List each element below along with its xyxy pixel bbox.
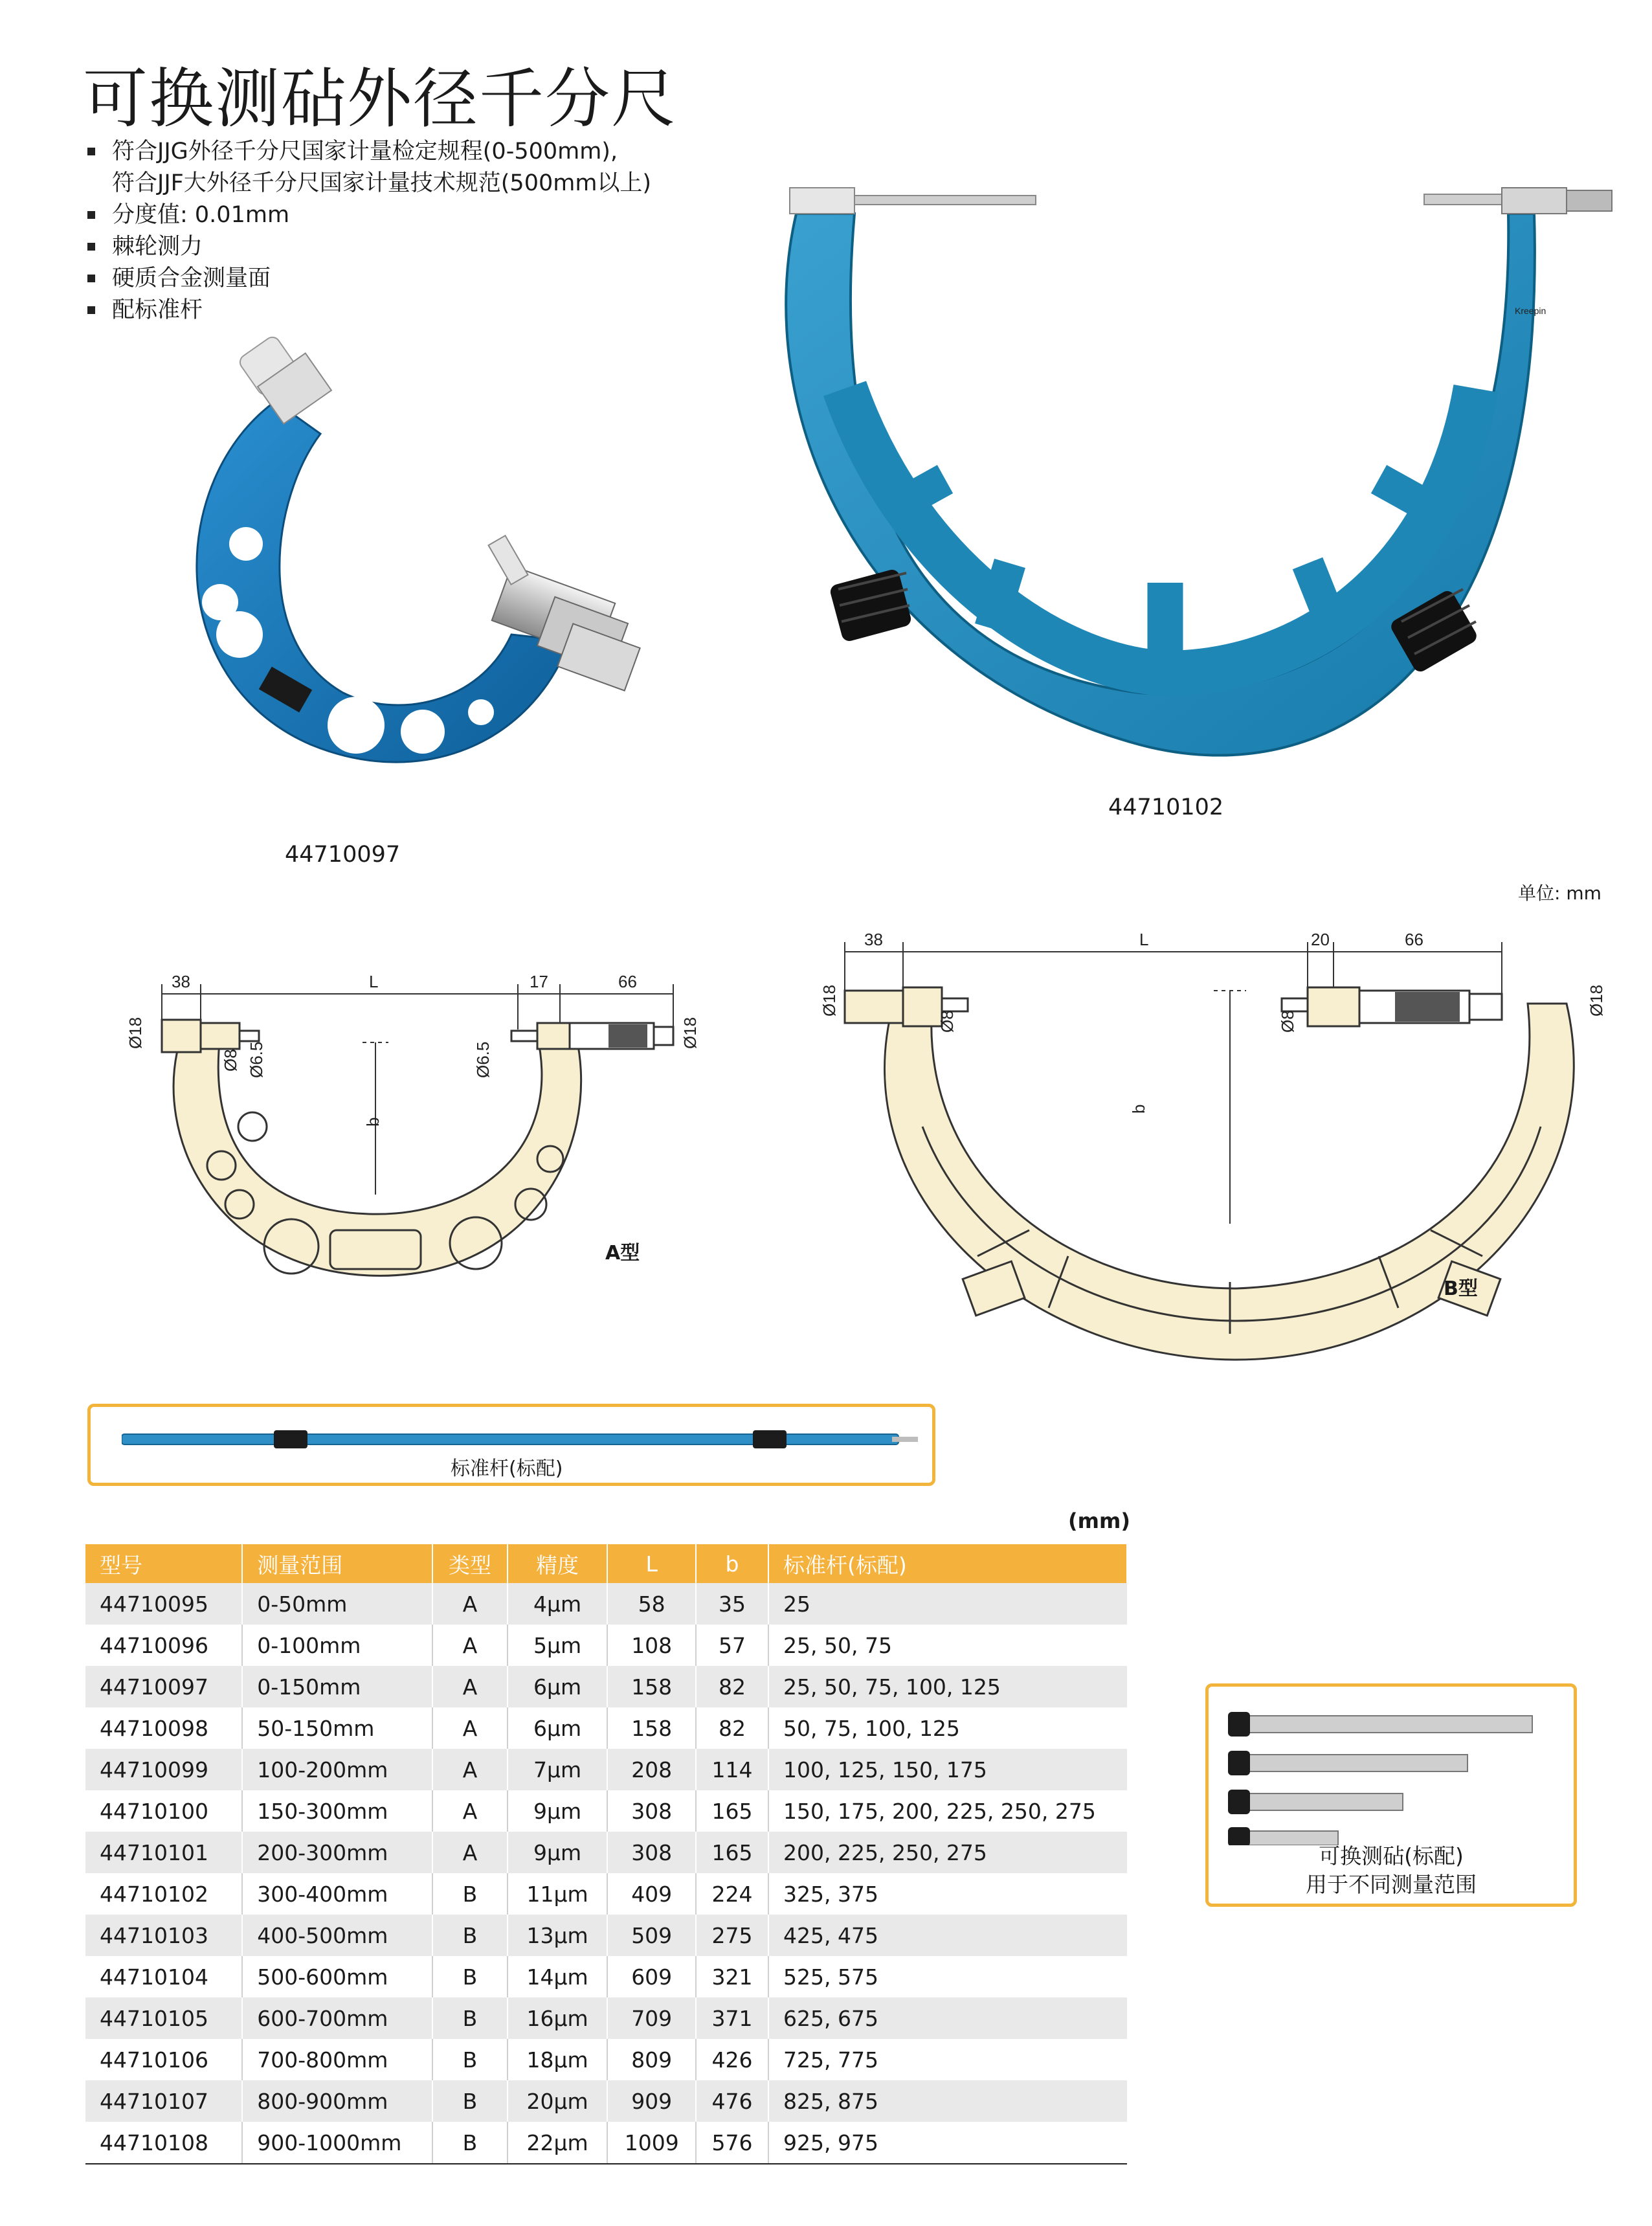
- table-cell: 909: [607, 2080, 695, 2122]
- table-cell: B: [432, 1873, 507, 1915]
- table-cell: 709: [607, 1997, 695, 2039]
- standard-rod-caption: 标准杆(标配): [451, 1457, 563, 1480]
- table-cell: 44710106: [85, 2039, 242, 2080]
- drawing-a-label: A型: [605, 1242, 640, 1265]
- table-cell: 400-500mm: [242, 1915, 432, 1956]
- table-cell: 57: [696, 1625, 768, 1666]
- table-cell: 22μm: [508, 2122, 608, 2164]
- table-cell: A: [432, 1749, 507, 1790]
- table-cell: 16μm: [508, 1997, 608, 2039]
- table-row: [85, 2122, 1127, 2164]
- table-cell: 4μm: [508, 1583, 608, 1625]
- table-row: [85, 1873, 1127, 1915]
- table-row: [85, 1790, 1127, 1832]
- table-cell: 700-800mm: [242, 2039, 432, 2080]
- dim-a-d65-left: Ø6.5: [247, 1041, 266, 1078]
- photo-caption-large: 44710102: [1108, 794, 1224, 820]
- dim-a-d8: Ø8: [221, 1049, 240, 1072]
- feature-list: [87, 136, 651, 326]
- table-cell: 609: [607, 1956, 695, 1997]
- table-unit: (mm): [1068, 1509, 1130, 1533]
- table-cell: 35: [696, 1583, 768, 1625]
- table-cell: 476: [696, 2080, 768, 2122]
- table-cell: 158: [607, 1707, 695, 1749]
- table-header-row: [85, 1544, 1127, 1583]
- anvils-caption-line1: 可换测砧(标配): [1319, 1843, 1464, 1869]
- table-cell: 200, 225, 250, 275: [768, 1832, 1127, 1873]
- table-cell: 725, 775: [768, 2039, 1127, 2080]
- table-cell: 44710101: [85, 1832, 242, 1873]
- feature-item: 分度值: 0.01mm: [87, 199, 651, 231]
- drawing-type-b: [816, 919, 1644, 1373]
- photo-caption-small: 44710097: [285, 842, 401, 868]
- table-cell: 308: [607, 1832, 695, 1873]
- table-cell: 509: [607, 1915, 695, 1956]
- table-cell: 11μm: [508, 1873, 608, 1915]
- table-cell: 224: [696, 1873, 768, 1915]
- dim-a-height: b: [363, 1117, 383, 1127]
- dim-a-right-gap: 17: [530, 972, 548, 991]
- table-cell: 108: [607, 1625, 695, 1666]
- table-cell: 900-1000mm: [242, 2122, 432, 2164]
- table-cell: 13μm: [508, 1915, 608, 1956]
- table-row: [85, 1997, 1127, 2039]
- table-cell: B: [432, 1915, 507, 1956]
- table-cell: 0-50mm: [242, 1583, 432, 1625]
- table-cell: 165: [696, 1790, 768, 1832]
- micrometer-photo-small: [149, 330, 731, 796]
- standard-rod-box: [87, 1404, 935, 1486]
- table-header-cell: 标准杆(标配): [768, 1544, 1127, 1583]
- table-cell: 525, 575: [768, 1956, 1127, 1997]
- feature-item: 符合JJF大外径千分尺国家计量技术规范(500mm以上): [112, 170, 652, 196]
- table-cell: 44710097: [85, 1666, 242, 1707]
- dim-a-d18-left: Ø18: [126, 1017, 145, 1049]
- table-cell: 371: [696, 1997, 768, 2039]
- table-cell: 321: [696, 1956, 768, 1997]
- table-row: [85, 1625, 1127, 1666]
- dim-b-right-gap: 20: [1311, 930, 1330, 949]
- drawing-b-label: B型: [1444, 1277, 1478, 1300]
- dim-b-length: L: [1139, 930, 1149, 949]
- table-cell: 82: [696, 1707, 768, 1749]
- table-cell: 158: [607, 1666, 695, 1707]
- table-cell: 18μm: [508, 2039, 608, 2080]
- table-cell: 44710107: [85, 2080, 242, 2122]
- table-header-cell: b: [696, 1544, 768, 1583]
- table-cell: 6μm: [508, 1707, 608, 1749]
- table-row: [85, 1915, 1127, 1956]
- table-cell: 44710095: [85, 1583, 242, 1625]
- table-cell: 308: [607, 1790, 695, 1832]
- dim-b-d18-left: Ø18: [820, 984, 839, 1017]
- table-cell: 25, 50, 75: [768, 1625, 1127, 1666]
- anvils-caption-line2: 用于不同测量范围: [1306, 1872, 1477, 1897]
- table-cell: 44710108: [85, 2122, 242, 2164]
- table-cell: B: [432, 2122, 507, 2164]
- table-cell: A: [432, 1707, 507, 1749]
- table-cell: 6μm: [508, 1666, 608, 1707]
- table-cell: 50-150mm: [242, 1707, 432, 1749]
- anvils-box: [1205, 1683, 1577, 1907]
- table-cell: 44710105: [85, 1997, 242, 2039]
- table-cell: 275: [696, 1915, 768, 1956]
- table-row: [85, 1707, 1127, 1749]
- table-cell: 44710102: [85, 1873, 242, 1915]
- table-cell: 100, 125, 150, 175: [768, 1749, 1127, 1790]
- table-cell: 625, 675: [768, 1997, 1127, 2039]
- table-cell: 925, 975: [768, 2122, 1127, 2164]
- table-cell: 600-700mm: [242, 1997, 432, 2039]
- dim-a-length: L: [369, 972, 379, 991]
- table-cell: A: [432, 1832, 507, 1873]
- micrometer-photo-large: [777, 175, 1618, 796]
- table-cell: B: [432, 1956, 507, 1997]
- feature-item: 硬质合金测量面: [87, 263, 651, 295]
- table-cell: 100-200mm: [242, 1749, 432, 1790]
- table-cell: 44710100: [85, 1790, 242, 1832]
- table-cell: B: [432, 1997, 507, 2039]
- table-row: [85, 1832, 1127, 1873]
- table-cell: 44710103: [85, 1915, 242, 1956]
- table-cell: 5μm: [508, 1625, 608, 1666]
- table-cell: 7μm: [508, 1749, 608, 1790]
- anvils-image: [1222, 1703, 1558, 1845]
- table-cell: 150, 175, 200, 225, 250, 275: [768, 1790, 1127, 1832]
- table-cell: 25: [768, 1583, 1127, 1625]
- table-cell: 20μm: [508, 2080, 608, 2122]
- table-cell: A: [432, 1583, 507, 1625]
- table-cell: 409: [607, 1873, 695, 1915]
- feature-item: 配标准杆: [87, 295, 651, 326]
- table-cell: 114: [696, 1749, 768, 1790]
- table-cell: 82: [696, 1666, 768, 1707]
- table-cell: 425, 475: [768, 1915, 1127, 1956]
- table-cell: 500-600mm: [242, 1956, 432, 1997]
- table-cell: A: [432, 1666, 507, 1707]
- table-row: [85, 2080, 1127, 2122]
- dim-b-d8-right: Ø8: [1278, 1010, 1297, 1033]
- table-cell: 165: [696, 1832, 768, 1873]
- dim-a-d65-right: Ø6.5: [473, 1041, 493, 1078]
- table-cell: 44710096: [85, 1625, 242, 1666]
- table-cell: 9μm: [508, 1790, 608, 1832]
- table-cell: 14μm: [508, 1956, 608, 1997]
- table-cell: B: [432, 2080, 507, 2122]
- table-cell: 58: [607, 1583, 695, 1625]
- table-header-cell: 精度: [508, 1544, 608, 1583]
- table-cell: A: [432, 1790, 507, 1832]
- table-cell: 25, 50, 75, 100, 125: [768, 1666, 1127, 1707]
- dim-b-d18-right: Ø18: [1587, 984, 1606, 1017]
- table-row: [85, 1749, 1127, 1790]
- table-header-cell: 类型: [432, 1544, 507, 1583]
- table-cell: 325, 375: [768, 1873, 1127, 1915]
- table-cell: 825, 875: [768, 2080, 1127, 2122]
- table-cell: 9μm: [508, 1832, 608, 1873]
- dim-b-d8-left: Ø8: [937, 1010, 957, 1033]
- table-row: [85, 2039, 1127, 2080]
- table-cell: 44710104: [85, 1956, 242, 1997]
- brand-mark: Kreepin: [1515, 306, 1546, 316]
- table-header-cell: 型号: [85, 1544, 242, 1583]
- table-cell: 44710098: [85, 1707, 242, 1749]
- table-cell: A: [432, 1625, 507, 1666]
- table-cell: 0-150mm: [242, 1666, 432, 1707]
- page-title: 可换测砧外径千分尺: [83, 61, 677, 137]
- table-cell: 1009: [607, 2122, 695, 2164]
- table-cell: 800-900mm: [242, 2080, 432, 2122]
- dim-b-height: b: [1129, 1104, 1148, 1114]
- table-row: [85, 1583, 1127, 1625]
- table-cell: 208: [607, 1749, 695, 1790]
- dim-a-left: 38: [172, 972, 190, 991]
- table-cell: 300-400mm: [242, 1873, 432, 1915]
- table-cell: 0-100mm: [242, 1625, 432, 1666]
- table-row: [85, 1956, 1127, 1997]
- dim-a-right: 66: [618, 972, 637, 991]
- table-cell: 576: [696, 2122, 768, 2164]
- table-header-cell: 测量范围: [242, 1544, 432, 1583]
- feature-item: 符合JJG外径千分尺国家计量检定规程(0-500mm),: [87, 136, 651, 168]
- table-cell: 150-300mm: [242, 1790, 432, 1832]
- table-cell: 50, 75, 100, 125: [768, 1707, 1127, 1749]
- table-cell: B: [432, 2039, 507, 2080]
- table-header-cell: L: [607, 1544, 695, 1583]
- table-cell: 426: [696, 2039, 768, 2080]
- spec-table: [85, 1544, 1128, 2164]
- unit-note: 单位: mm: [1518, 883, 1602, 904]
- table-cell: 44710099: [85, 1749, 242, 1790]
- dim-a-d18-right: Ø18: [680, 1017, 700, 1049]
- table-row: [85, 1666, 1127, 1707]
- feature-item: 棘轮测力: [87, 231, 651, 263]
- dim-b-left: 38: [864, 930, 883, 949]
- table-cell: 809: [607, 2039, 695, 2080]
- table-cell: 200-300mm: [242, 1832, 432, 1873]
- dim-b-right: 66: [1405, 930, 1423, 949]
